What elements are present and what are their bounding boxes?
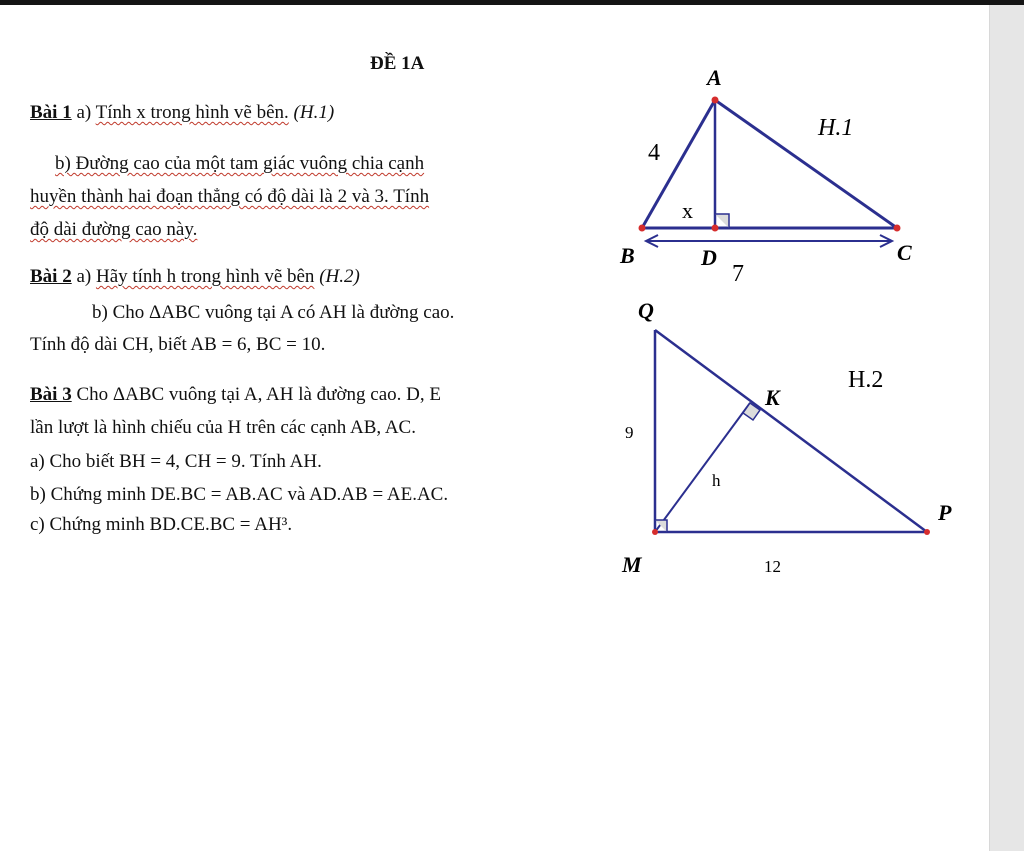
bai1-a-text: Tính x trong hình vẽ bên.	[95, 102, 289, 123]
vertical-scrollbar[interactable]	[989, 5, 1024, 851]
figure-h1-caption: H.1	[818, 115, 854, 141]
side-ac	[715, 100, 897, 228]
bai1-b-line1: b) Đường cao của một tam giác vuông chia cạnh	[55, 153, 425, 174]
bai1-label: Bài 1	[30, 102, 72, 123]
bai1-a-ref: (H.1)	[293, 102, 335, 123]
label-dc-length: 7	[732, 261, 744, 287]
figure-h2	[600, 290, 952, 590]
bai3-part-a: a) Cho biết BH = 4, CH = 9. Tính AH.	[30, 451, 322, 472]
bai2-label: Bài 2	[30, 266, 72, 287]
label-d: D	[701, 245, 717, 270]
label-c: C	[897, 240, 912, 265]
bai3-line2: lần lượt là hình chiếu của H trên các cạnh AB, AC.	[30, 417, 416, 438]
bai3-label: Bài 3	[30, 384, 72, 405]
figure-h2-caption: H.2	[848, 367, 884, 393]
figure-h1	[600, 55, 930, 295]
point-a	[712, 97, 719, 104]
label-mk-h: h	[712, 471, 721, 490]
bai2-b-line2: Tính độ dài CH, biết AB = 6, BC = 10.	[30, 334, 326, 355]
point-m	[652, 529, 658, 535]
point-c	[894, 225, 901, 232]
label-ab-length: 4	[648, 140, 660, 166]
document-page	[0, 5, 988, 851]
label-p: P	[938, 500, 952, 525]
label-b: B	[620, 243, 635, 268]
bai1-a-prefix: a)	[71, 102, 96, 123]
label-k: K	[765, 385, 780, 410]
bai1-b-line3: độ dài đường cao này.	[30, 219, 198, 240]
label-a: A	[707, 65, 722, 90]
bai2-line-a	[30, 265, 360, 289]
point-d	[712, 225, 719, 232]
label-m: M	[622, 552, 642, 577]
side-qp	[655, 330, 927, 532]
point-b	[639, 225, 646, 232]
altitude-mk	[655, 403, 750, 532]
label-ad-x: x	[682, 198, 693, 223]
label-qm-length: 9	[625, 423, 634, 442]
bai3-part-c: c) Chứng minh BD.CE.BC = AH³.	[30, 514, 293, 535]
bai1-b-line2: huyền thành hai đoạn thẳng có độ dài là 2 và 3. Tính	[30, 186, 430, 207]
bai2-b-line1: b) Cho ΔABC vuông tại A có AH là đường cao.	[92, 302, 455, 323]
bai2-a-ref: (H.2)	[319, 266, 360, 287]
bai3-line1-text: Cho ΔABC vuông tại A, AH là đường cao. D, E	[71, 384, 441, 405]
label-mp-length: 12	[764, 557, 781, 576]
label-q: Q	[638, 298, 654, 323]
bai2-a-prefix: a)	[71, 266, 96, 287]
point-p	[924, 529, 930, 535]
bai1-line-a	[30, 101, 334, 125]
exam-title: ĐỀ 1A	[370, 53, 425, 74]
bai2-a-text: Hãy tính h trong hình vẽ bên	[95, 266, 315, 287]
bai3-line1	[30, 383, 441, 407]
bai3-part-b: b) Chứng minh DE.BC = AB.AC và AD.AB = AE.AC.	[30, 484, 449, 505]
